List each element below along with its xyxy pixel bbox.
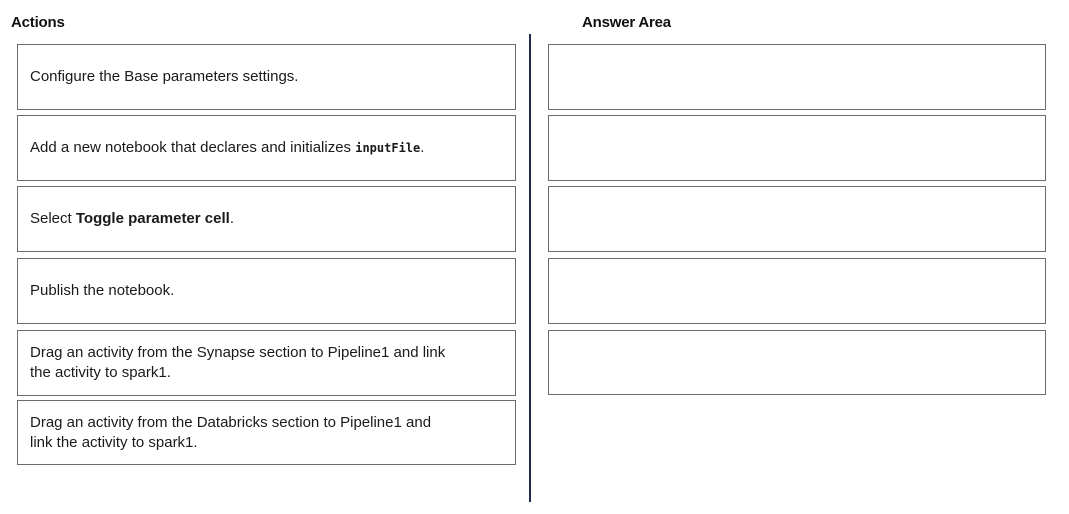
action-label: [30, 343, 445, 383]
code-inputfile: inputFile: [355, 141, 421, 155]
bold-toggle-parameter-cell: Toggle parameter cell: [75, 210, 230, 227]
answer-slot-1[interactable]: [548, 44, 1046, 110]
answer-slot-5[interactable]: [548, 330, 1046, 395]
action-drag-synapse-activity[interactable]: [17, 330, 516, 396]
answer-slot-2[interactable]: [548, 115, 1046, 181]
action-label-line-2: link the activity to spark1.: [30, 434, 198, 451]
action-label-text: Select: [30, 210, 76, 227]
action-label-line-1: Drag an activity from the Databricks section to Pipeline1 and: [30, 414, 432, 431]
action-label-punctuation: .: [229, 210, 234, 227]
action-label: [30, 413, 431, 453]
action-label: Publish the notebook.: [30, 282, 175, 299]
action-label: Configure the Base parameters settings.: [30, 68, 299, 85]
action-drag-databricks-activity[interactable]: [17, 400, 516, 465]
action-configure-base-parameters[interactable]: [17, 44, 516, 110]
action-label: [30, 138, 424, 158]
answer-area-heading: Answer Area: [582, 14, 671, 31]
action-label: [30, 209, 234, 229]
column-divider: [529, 34, 531, 502]
action-label-line-1: Drag an activity from the Synapse section to Pipeline1 and link: [30, 344, 446, 361]
answer-slot-3[interactable]: [548, 186, 1046, 252]
action-select-toggle-parameter-cell[interactable]: [17, 186, 516, 252]
answer-slot-4[interactable]: [548, 258, 1046, 324]
actions-heading: Actions: [11, 14, 65, 31]
action-label-punctuation: .: [420, 139, 425, 156]
action-add-new-notebook[interactable]: [17, 115, 516, 181]
action-label-line-2: the activity to spark1.: [30, 364, 171, 381]
action-label-text: Add a new notebook that declares and initializes: [30, 139, 356, 156]
action-publish-notebook[interactable]: [17, 258, 516, 324]
